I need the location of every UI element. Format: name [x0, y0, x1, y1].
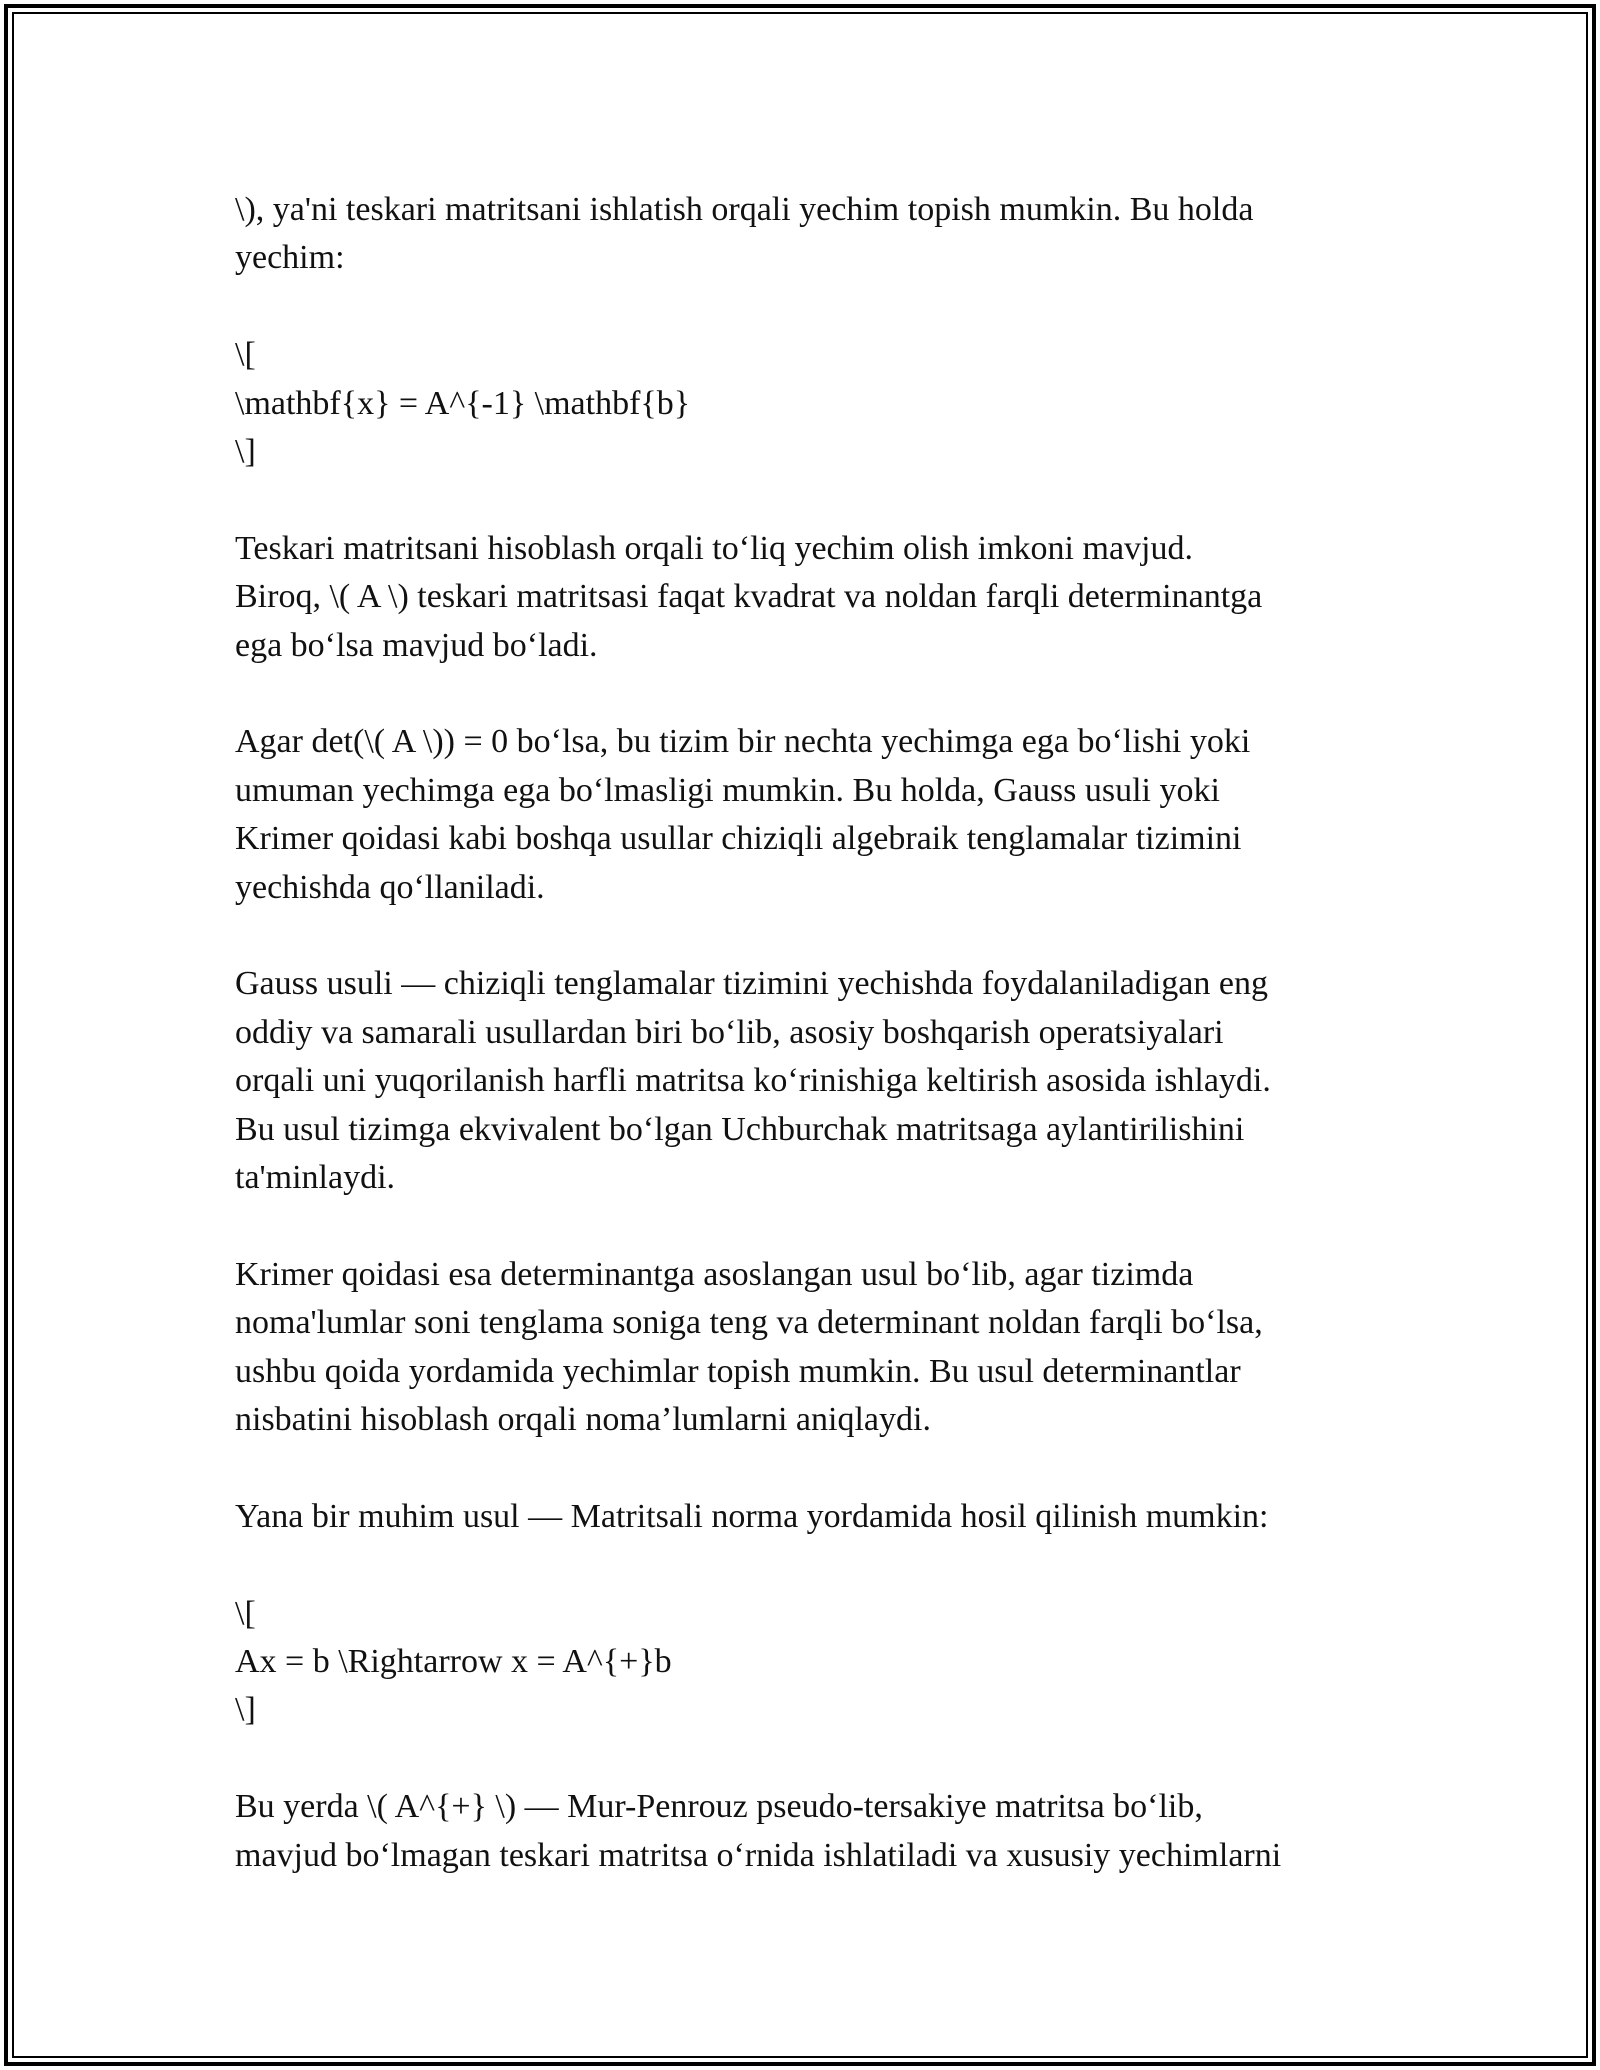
formula-line: \mathbf{x} = A^{-1} \mathbf{b} — [235, 384, 691, 422]
paragraph-4 — [235, 960, 1375, 1202]
document-body — [235, 186, 1375, 1928]
formula-block-2 — [235, 1590, 1375, 1735]
text-line: Teskari matritsani hisoblash orqali to‘liq yechim olish imkoni mavjud. — [235, 529, 1193, 567]
text-line: Biroq, \( A \) teskari matritsasi faqat kvadrat va noldan farqli determinantga — [235, 578, 1263, 616]
text-line: orqali uni yuqorilanish harfli matritsa ko‘rinishiga keltirish asosida ishlaydi. — [235, 1062, 1271, 1100]
paragraph-3 — [235, 718, 1375, 912]
paragraph-2 — [235, 525, 1375, 670]
text-line: Krimer qoidasi esa determinantga asoslangan usul bo‘lib, agar tizimda — [235, 1255, 1194, 1293]
paragraph-6 — [235, 1493, 1375, 1541]
text-line: oddiy va samarali usullardan biri bo‘lib, asosiy boshqarish operatsiyalari — [235, 1013, 1224, 1051]
formula-line: \] — [235, 433, 256, 471]
text-line: Agar det(\( A \)) = 0 bo‘lsa, bu tizim bir nechta yechimga ega bo‘lishi yoki — [235, 723, 1251, 761]
text-line: ega bo‘lsa mavjud bo‘ladi. — [235, 626, 598, 664]
text-line: ushbu qoida yordamida yechimlar topish mumkin. Bu usul determinantlar — [235, 1352, 1241, 1390]
text-line: Bu yerda \( A^{+} \) — Mur-Penrouz pseudo-tersakiye matritsa bo‘lib, — [235, 1788, 1203, 1826]
text-line: yechishda qo‘llaniladi. — [235, 868, 545, 906]
text-line: Bu usul tizimga ekvivalent bo‘lgan Uchburchak matritsaga aylantirilishini — [235, 1110, 1245, 1148]
text-line: yechim: — [235, 239, 345, 277]
formula-line: \[ — [235, 1594, 256, 1632]
formula-block-1 — [235, 331, 1375, 476]
text-line: Krimer qoidasi kabi boshqa usullar chiziqli algebraik tenglamalar tizimini — [235, 820, 1242, 858]
text-line: ta'minlaydi. — [235, 1159, 396, 1197]
text-line: nisbatini hisoblash orqali noma’lumlarni aniqlaydi. — [235, 1401, 931, 1439]
text-line: Gauss usuli — chiziqli tenglamalar tizimini yechishda foydalaniladigan eng — [235, 965, 1268, 1003]
formula-line: \] — [235, 1691, 256, 1729]
formula-line: Ax = b \Rightarrow x = A^{+}b — [235, 1643, 672, 1681]
text-line: Yana bir muhim usul — Matritsali norma yordamida hosil qilinish mumkin: — [235, 1497, 1269, 1535]
text-line: umuman yechimga ega bo‘lmasligi mumkin. Bu holda, Gauss usuli yoki — [235, 771, 1220, 809]
paragraph-1 — [235, 186, 1375, 283]
formula-line: \[ — [235, 336, 256, 374]
text-line: mavjud bo‘lmagan teskari matritsa o‘rnida ishlatiladi va xususiy yechimlarni — [235, 1836, 1282, 1874]
text-line: \), ya'ni teskari matritsani ishlatish orqali yechim topish mumkin. Bu holda — [235, 191, 1254, 228]
paragraph-5 — [235, 1251, 1375, 1445]
paragraph-7 — [235, 1783, 1375, 1880]
text-line: noma'lumlar soni tenglama soniga teng va determinant noldan farqli bo‘lsa, — [235, 1304, 1263, 1342]
